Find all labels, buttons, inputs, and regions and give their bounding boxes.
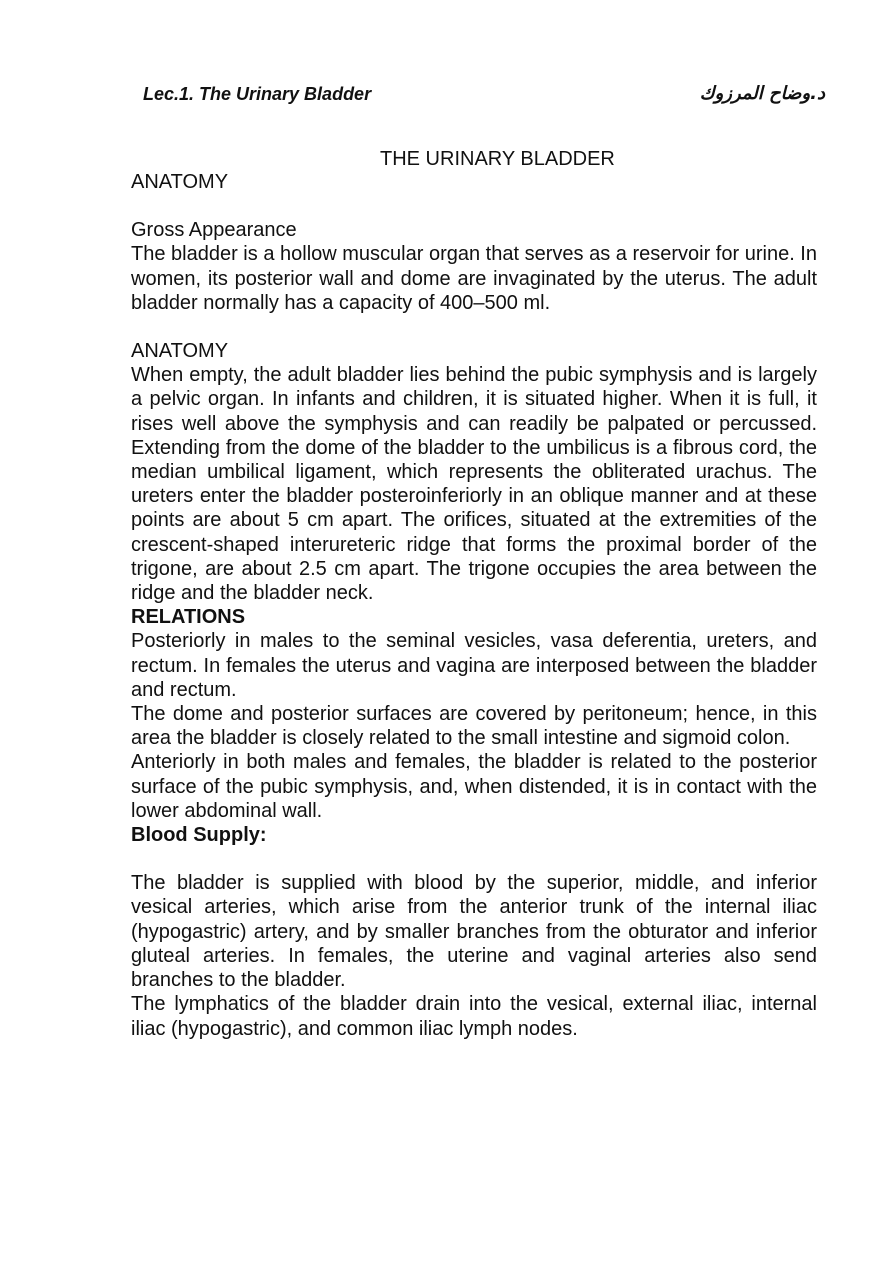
blood-supply-paragraph-1: The bladder is supplied with blood by the superior, middle, and inferior vesical arteries, which arise from the anterior trunk of the internal iliac (hypogastric) artery, and by smaller branches from the obturator and inferior gluteal arteries. In females, the uterine and vaginal arteries also send branches to the bladder. bbox=[131, 872, 817, 992]
gross-appearance-heading: Gross Appearance bbox=[131, 219, 297, 242]
document-body bbox=[131, 170, 817, 1041]
document-title: THE URINARY BLADDER bbox=[380, 148, 615, 170]
anatomy-heading: ANATOMY bbox=[131, 171, 229, 193]
gross-appearance-paragraph: The bladder is a hollow muscular organ that serves as a reservoir for urine. In women, its posterior wall and dome are invaginated by the uterus. The adult bladder normally has a capacity of 400–500 ml. bbox=[131, 243, 817, 314]
relations-paragraph-1: Posteriorly in males to the seminal vesicles, vasa deferentia, ureters, and rectum. In females the uterus and vagina are interposed between the bladder and rectum. bbox=[131, 630, 817, 701]
anatomy-heading-2: ANATOMY bbox=[131, 340, 229, 363]
lymphatics-paragraph: The lymphatics of the bladder drain into the vesical, external iliac, internal iliac (hypogastric), and common iliac lymph nodes. bbox=[131, 993, 817, 1040]
blood-supply-heading: Blood Supply: bbox=[131, 824, 267, 847]
anatomy-paragraph: When empty, the adult bladder lies behind the pubic symphysis and is largely a pelvic organ. In infants and children, it is situated higher. When it is full, it rises well above the symphysis and can readily be palpated or percussed. Extending from the dome of the bladder to the umbilicus is a fibrous cord, the median umbilical ligament, which represents the obliterated urachus. The ureters enter the bladder posteroinferiorly in an oblique manner and at these points are about 5 cm apart. The orifices, situated at the extremities of the crescent-shaped interureteric ridge that forms the proximal border of the trigone, are about 2.5 cm apart. The trigone occupies the area between the ridge and the bladder neck. bbox=[131, 364, 817, 605]
relations-paragraph-2: The dome and posterior surfaces are covered by peritoneum; hence, in this area the bladder is closely related to the small intestine and sigmoid colon. bbox=[131, 703, 817, 750]
relations-paragraph-3: Anteriorly in both males and females, the bladder is related to the posterior surface of the pubic symphysis, and, when distended, it is in contact with the lower abdominal wall. bbox=[131, 751, 817, 822]
lecture-header: Lec.1. The Urinary Bladder bbox=[143, 84, 372, 104]
author-name: د.وضاح المرزوك bbox=[699, 83, 825, 104]
relations-heading: RELATIONS bbox=[131, 606, 246, 629]
